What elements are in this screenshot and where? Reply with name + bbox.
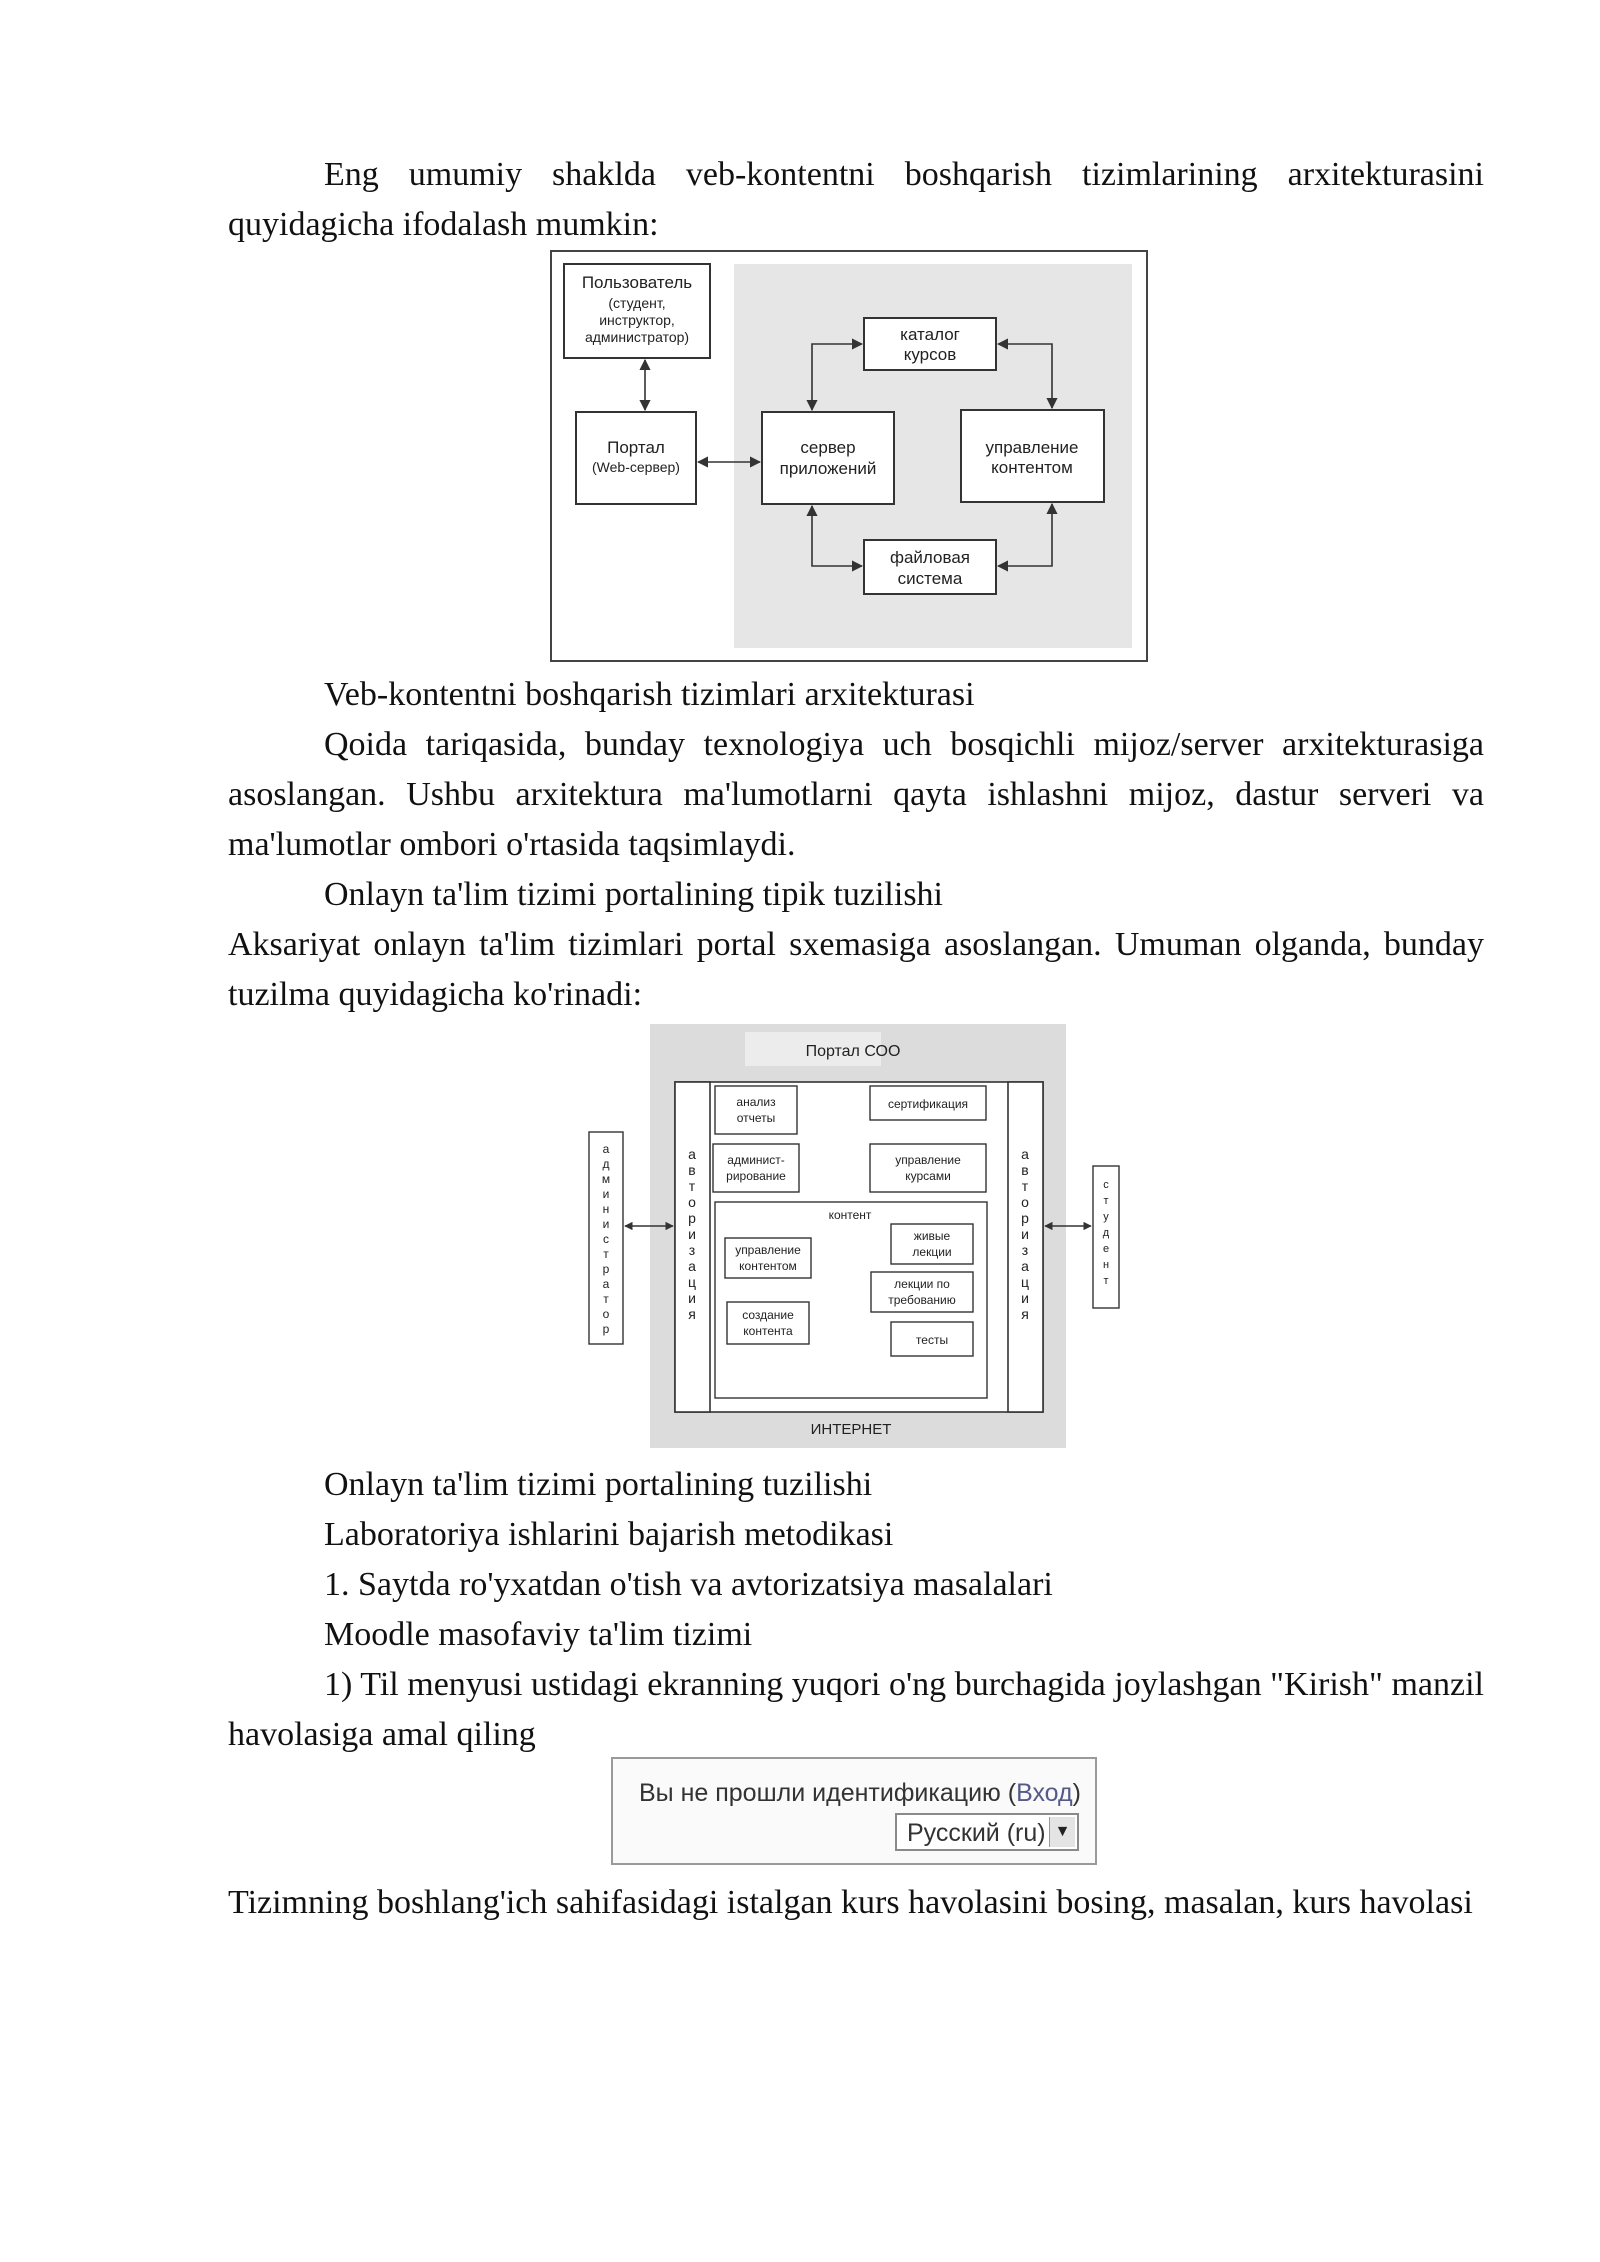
svg-text:я: я (1021, 1306, 1029, 1322)
svg-text:контентом: контентом (991, 458, 1073, 477)
svg-text:о: о (602, 1307, 610, 1321)
svg-text:анализ: анализ (736, 1095, 776, 1109)
svg-text:лекции по: лекции по (894, 1277, 950, 1291)
svg-text:о: о (1021, 1194, 1029, 1210)
svg-text:админист-: админист- (727, 1153, 785, 1167)
svg-text:сервер: сервер (800, 438, 856, 457)
analysis-box (715, 1086, 797, 1134)
svg-text:файловая: файловая (889, 548, 971, 567)
svg-text:т: т (1103, 1275, 1109, 1287)
svg-text:управление: управление (735, 1243, 801, 1257)
svg-text:д: д (1102, 1227, 1110, 1239)
language-select[interactable] (895, 1813, 1079, 1851)
intro-paragraph: Eng umumiy shaklda veb-kontentni boshqarish tizimlarining arxitekturasini quyidagicha ifodalash mumkin: (228, 156, 1484, 243)
svg-text:сертификация: сертификация (887, 1097, 969, 1111)
login-status-text: Вы не прошли идентификацию (Вход) (639, 1779, 1081, 1807)
svg-text:Портал: Портал (607, 438, 665, 457)
administration-box (713, 1144, 799, 1192)
certification-box (870, 1086, 986, 1120)
svg-text:т: т (603, 1292, 609, 1306)
svg-text:я: я (688, 1306, 696, 1322)
svg-text:инструктор,: инструктор, (599, 312, 675, 328)
svg-text:контента: контента (743, 1324, 793, 1338)
svg-text:н: н (602, 1202, 610, 1216)
svg-text:з: з (1021, 1242, 1029, 1258)
svg-text:курсами: курсами (905, 1169, 951, 1183)
svg-text:с: с (603, 1232, 609, 1246)
login-link[interactable]: Вход (1016, 1779, 1073, 1807)
svg-text:а: а (602, 1277, 610, 1291)
svg-text:а: а (1021, 1146, 1029, 1162)
svg-text:приложений: приложений (779, 459, 877, 478)
svg-text:и: и (1021, 1226, 1029, 1242)
svg-text:в: в (1021, 1162, 1029, 1178)
auth-left-vertical-text (688, 1146, 696, 1322)
svg-text:администратор): администратор) (584, 329, 690, 345)
app-server-box (762, 412, 894, 504)
svg-text:р: р (602, 1262, 610, 1276)
architecture-diagram (550, 250, 1148, 662)
administrator-vertical-text (602, 1142, 610, 1336)
course-catalog-box (864, 318, 996, 370)
svg-text:и: и (688, 1290, 696, 1306)
svg-text:живые: живые (913, 1229, 951, 1243)
paragraph-aksariyat: Aksariyat onlayn ta'lim tizimlari portal sxemasiga asoslangan. Umuman olganda, bunday tuzilma quyidagicha ko'rinadi: (228, 926, 1484, 1013)
svg-text:м: м (601, 1172, 611, 1186)
svg-text:р: р (688, 1210, 696, 1226)
live-lectures-box (891, 1224, 973, 1264)
course-management-box (870, 1144, 986, 1192)
svg-text:курсов: курсов (903, 345, 957, 364)
chevron-down-icon[interactable]: ▼ (1049, 1817, 1075, 1847)
svg-text:управление: управление (985, 438, 1079, 457)
svg-text:ц: ц (1020, 1274, 1030, 1290)
svg-text:р: р (602, 1322, 610, 1336)
portal-box (576, 412, 696, 504)
svg-text:и: и (1021, 1290, 1029, 1306)
svg-text:н: н (1102, 1259, 1110, 1271)
svg-text:а: а (1021, 1258, 1029, 1274)
svg-text:ц: ц (687, 1274, 697, 1290)
svg-text:д: д (602, 1157, 610, 1171)
list-item-1: 1. Saytda ro'yxatdan o'tish va avtorizatsiya masalalari (324, 1566, 1053, 1603)
svg-text:каталог: каталог (900, 325, 960, 344)
svg-text:р: р (1021, 1210, 1029, 1226)
moodle-login-widget (611, 1757, 1097, 1865)
svg-text:отчеты: отчеты (736, 1111, 776, 1125)
svg-text:и: и (602, 1217, 610, 1231)
svg-text:с: с (1103, 1179, 1109, 1191)
final-paragraph: Tizimning boshlang'ich sahifasidagi istalgan kurs havolasini bosing, masalan, kurs havolasi (228, 1884, 1473, 1921)
svg-text:(Web-сервер): (Web-сервер) (592, 459, 680, 475)
svg-text:а: а (688, 1146, 696, 1162)
svg-text:управление: управление (895, 1153, 961, 1167)
step-1-paragraph: 1) Til menyusi ustidagi ekranning yuqori o'ng burchagida joylashgan "Kirish" manzil havolasiga amal qiling (228, 1666, 1484, 1753)
svg-text:о: о (688, 1194, 696, 1210)
heading-lab-methodology: Laboratoriya ishlarini bajarish metodikasi (324, 1516, 894, 1553)
svg-text:контент: контент (828, 1208, 872, 1222)
paragraph-qoida: Qoida tariqasida, bunday texnologiya uch bosqichli mijoz/server arxitekturasiga asoslangan. Ushbu arxitektura ma'lumotlarni qayta ishlashni mijoz, dastur serveri va ma'lumotlar ombori o'rtasida taqsimlaydi. (228, 726, 1484, 863)
content-management-inner-box (725, 1238, 811, 1278)
file-system-box (864, 540, 996, 594)
moodle-heading: Moodle masofaviy ta'lim tizimi (324, 1616, 753, 1653)
internet-label: ИНТЕРНЕТ (810, 1421, 892, 1438)
portal-structure-diagram (585, 1022, 1125, 1452)
svg-text:и: и (602, 1187, 610, 1201)
svg-text:(студент,: (студент, (608, 295, 666, 311)
svg-text:лекции: лекции (912, 1245, 952, 1259)
svg-text:з: з (688, 1242, 696, 1258)
tests-box (891, 1322, 973, 1356)
svg-text:создание: создание (742, 1308, 794, 1322)
svg-text:т: т (1103, 1195, 1109, 1207)
svg-text:контентом: контентом (739, 1259, 797, 1273)
svg-text:у: у (1103, 1211, 1109, 1223)
svg-text:требованию: требованию (888, 1293, 956, 1307)
svg-text:система: система (897, 569, 963, 588)
svg-text:рирование: рирование (726, 1169, 786, 1183)
content-creation-box (727, 1302, 809, 1344)
svg-text:и: и (688, 1226, 696, 1242)
svg-text:т: т (688, 1178, 696, 1194)
on-demand-lectures-box (871, 1272, 973, 1312)
svg-text:тесты: тесты (915, 1333, 949, 1347)
svg-text:т: т (1021, 1178, 1029, 1194)
language-select-value: Русский (ru) (907, 1819, 1046, 1847)
svg-text:т: т (603, 1247, 609, 1261)
svg-text:Пользователь: Пользователь (581, 273, 693, 292)
user-box (564, 264, 710, 358)
auth-right-vertical-text (1021, 1146, 1029, 1322)
portal-title: Портал СОО (805, 1043, 901, 1060)
figure2-caption: Onlayn ta'lim tizimi portalining tuzilishi (324, 1466, 873, 1503)
figure1-caption: Veb-kontentni boshqarish tizimlari arxitekturasi (324, 676, 975, 713)
heading-portal-structure: Onlayn ta'lim tizimi portalining tipik tuzilishi (324, 876, 944, 913)
svg-text:в: в (688, 1162, 696, 1178)
svg-text:а: а (602, 1142, 610, 1156)
svg-text:а: а (688, 1258, 696, 1274)
content-management-box (961, 410, 1104, 502)
svg-text:е: е (1102, 1243, 1110, 1255)
